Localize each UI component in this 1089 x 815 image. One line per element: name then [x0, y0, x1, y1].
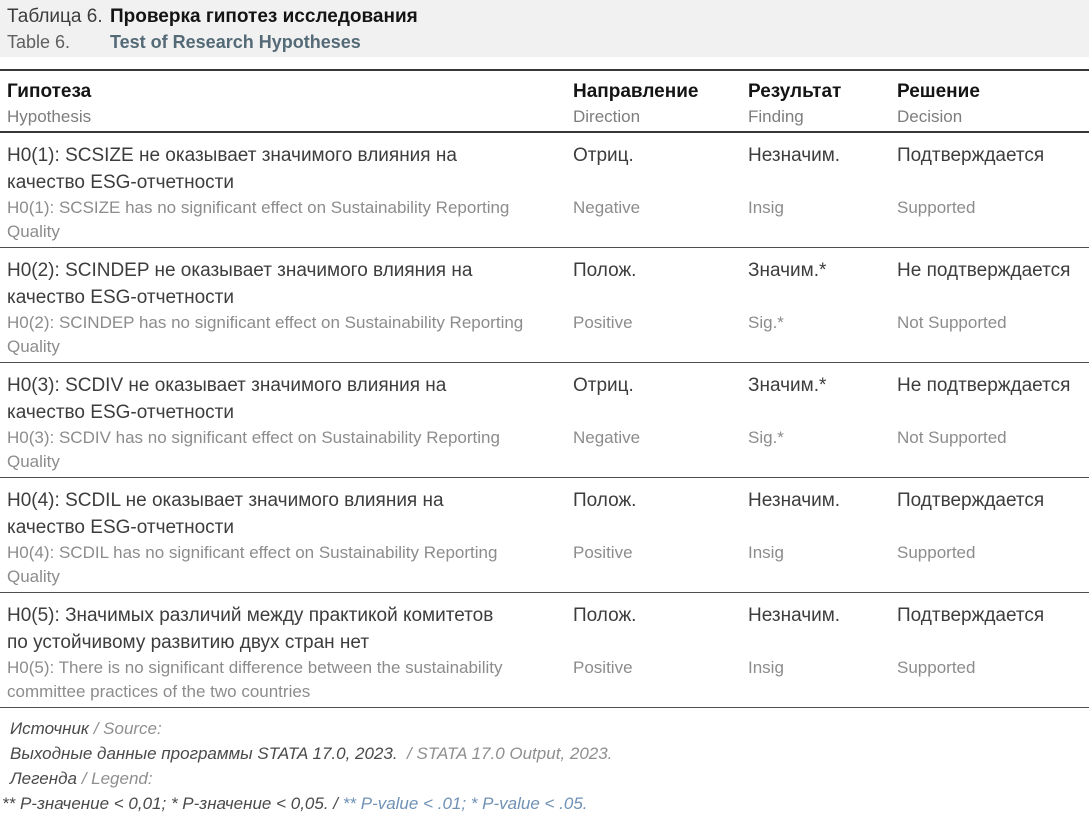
hypothesis-en: H0(5): There is no significant difference between the sustainability committee practices of the two countries — [7, 658, 503, 701]
column-header-direction — [573, 78, 748, 129]
table-row — [0, 593, 1089, 708]
hypothesis-en: H0(3): SCDIV has no significant effect on Sustainability Reporting Quality — [7, 428, 500, 471]
finding-ru: Незначим. — [748, 145, 841, 166]
decision-cell — [897, 142, 1089, 247]
hypothesis-cell — [7, 372, 573, 477]
decision-en: Supported — [897, 198, 976, 217]
source-ru: Выходные данные программы STATA 17.0, 2023. — [10, 744, 398, 763]
decision-ru: Не подтверждается — [897, 375, 1071, 396]
column-header-hypothesis-ru: Гипотеза — [7, 81, 92, 102]
column-header-decision-ru: Решение — [897, 81, 980, 102]
finding-en: Sig.* — [748, 313, 784, 332]
column-header-decision — [897, 78, 1089, 129]
column-header-direction-en: Direction — [573, 107, 641, 126]
direction-ru: Полож. — [573, 490, 637, 511]
legend-label-line — [10, 766, 1079, 791]
caption-line-en — [7, 30, 1079, 54]
direction-ru: Полож. — [573, 260, 637, 281]
source-label-en: / Source: — [93, 719, 162, 738]
decision-cell — [897, 257, 1089, 362]
direction-en: Negative — [573, 428, 641, 447]
decision-ru: Не подтверждается — [897, 260, 1071, 281]
hypothesis-cell — [7, 142, 573, 247]
finding-ru: Значим.* — [748, 375, 827, 396]
finding-cell — [748, 257, 897, 362]
finding-cell — [748, 487, 897, 592]
source-label-line — [10, 716, 1079, 741]
direction-cell — [573, 487, 748, 592]
hypothesis-en: H0(4): SCDIL has no significant effect on Sustainability Reporting Quality — [7, 543, 498, 586]
hypothesis-ru: H0(3): SCDIV не оказывает значимого влияния на качество ESG-отчетности — [7, 375, 447, 423]
column-header-finding-ru: Результат — [748, 81, 842, 102]
table-row — [0, 478, 1089, 593]
source-en: / STATA 17.0 Output, 2023. — [407, 744, 613, 763]
table-row — [0, 363, 1089, 478]
direction-cell — [573, 602, 748, 707]
direction-en: Positive — [573, 543, 633, 562]
finding-en: Insig — [748, 658, 784, 677]
direction-en: Positive — [573, 313, 633, 332]
decision-en: Not Supported — [897, 313, 1007, 332]
decision-en: Not Supported — [897, 428, 1007, 447]
caption-number-ru: Таблица 6. — [7, 6, 103, 27]
legend-line — [2, 791, 1079, 815]
legend-label-en: / Legend: — [81, 769, 153, 788]
legend-ru: ** P-значение < 0,01; * P-значение < 0,05. / — [2, 794, 339, 813]
direction-en: Positive — [573, 658, 633, 677]
decision-ru: Подтверждается — [897, 605, 1045, 626]
direction-ru: Полож. — [573, 605, 637, 626]
hypothesis-en: H0(1): SCSIZE has no significant effect on Sustainability Reporting Quality — [7, 198, 510, 241]
table-header — [0, 71, 1089, 131]
source-label-ru: Источник — [10, 719, 89, 738]
caption-line-ru — [7, 3, 1079, 30]
hypothesis-ru: H0(1): SCSIZE не оказывает значимого влияния на качество ESG-отчетности — [7, 145, 457, 193]
finding-en: Insig — [748, 198, 784, 217]
column-header-direction-ru: Направление — [573, 81, 699, 102]
decision-en: Supported — [897, 543, 976, 562]
direction-cell — [573, 372, 748, 477]
decision-en: Supported — [897, 658, 976, 677]
decision-ru: Подтверждается — [897, 490, 1045, 511]
finding-ru: Незначим. — [748, 605, 841, 626]
decision-ru: Подтверждается — [897, 145, 1045, 166]
direction-cell — [573, 142, 748, 247]
notes-section — [0, 708, 1089, 815]
legend-label-ru: Легенда — [10, 769, 77, 788]
direction-ru: Отриц. — [573, 375, 634, 396]
hypothesis-cell — [7, 602, 573, 707]
hypothesis-cell — [7, 257, 573, 362]
finding-cell — [748, 142, 897, 247]
column-header-hypothesis-en: Hypothesis — [7, 107, 92, 126]
column-header-finding-en: Finding — [748, 107, 804, 126]
hypothesis-ru: H0(4): SCDIL не оказывает значимого влияния на качество ESG-отчетности — [7, 490, 444, 538]
column-header-decision-en: Decision — [897, 107, 963, 126]
column-header-finding — [748, 78, 897, 129]
column-header-hypothesis — [7, 78, 573, 129]
legend-en: ** P-value < .01; * P-value < .05. — [342, 794, 588, 813]
finding-cell — [748, 372, 897, 477]
caption-title-en: Test of Research Hypotheses — [110, 32, 361, 52]
direction-en: Negative — [573, 198, 641, 217]
direction-cell — [573, 257, 748, 362]
finding-en: Insig — [748, 543, 784, 562]
finding-ru: Незначим. — [748, 490, 841, 511]
hypothesis-ru: H0(2): SCINDEP не оказывает значимого влияния на качество ESG-отчетности — [7, 260, 473, 308]
caption-title-ru: Проверка гипотез исследования — [110, 6, 418, 27]
direction-ru: Отриц. — [573, 145, 634, 166]
caption-number-en: Table 6. — [7, 32, 71, 52]
decision-cell — [897, 602, 1089, 707]
hypothesis-en: H0(2): SCINDEP has no significant effect on Sustainability Reporting Quality — [7, 313, 524, 356]
finding-ru: Значим.* — [748, 260, 827, 281]
decision-cell — [897, 487, 1089, 592]
table-caption — [0, 0, 1089, 57]
decision-cell — [897, 372, 1089, 477]
source-line — [10, 741, 1079, 766]
hypothesis-ru: H0(5): Значимых различий между практикой комитетов по устойчивому развитию двух стран нет — [7, 605, 494, 653]
table-row — [0, 248, 1089, 363]
finding-cell — [748, 602, 897, 707]
table-row — [0, 133, 1089, 248]
hypothesis-cell — [7, 487, 573, 592]
finding-en: Sig.* — [748, 428, 784, 447]
hypotheses-table — [0, 71, 1089, 708]
